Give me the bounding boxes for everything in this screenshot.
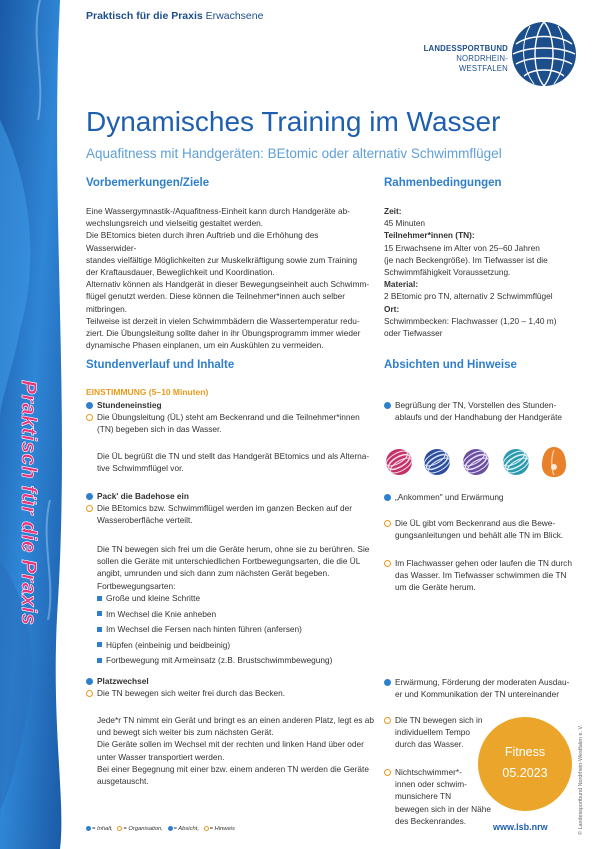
rahmen-heading: Rahmenbedingungen (384, 177, 502, 189)
lsb-logo-text (412, 44, 508, 74)
text-line: um die Geräte herum. (395, 582, 476, 593)
rahmen-text (384, 205, 574, 339)
hinweis-bullet-icon (384, 717, 391, 724)
org-stundeneinstieg (86, 411, 371, 435)
bullet-icon (97, 642, 102, 647)
hinweis-legend-icon (204, 826, 209, 831)
legend-hinweis (204, 826, 235, 832)
zeit-value: 45 Minuten (384, 218, 426, 229)
text-line: und bewegt sich weiter bis zum nächsten Gerät. (97, 727, 274, 738)
text-line: flügel genutzt werden. Diese können die Teilnehmer*innen auch selber (86, 291, 346, 302)
block-badehose (86, 490, 371, 502)
legend-text: = Absicht, (173, 826, 199, 832)
text-line: Die BEtomics bieten durch ihren Auftrieb und die Erhöhung des Wasserwider- (86, 230, 319, 253)
text-stundeneinstieg (86, 450, 371, 474)
logo-line-2: NORDRHEIN-WESTFALEN (456, 54, 508, 73)
block-platzwechsel (86, 675, 371, 687)
text-line: gungsanleitungen und behält alle TN im Blick. (395, 530, 564, 541)
text-platzwechsel (86, 714, 376, 787)
text-line: Die TN bewegen sich weiter frei durch das Becken. (97, 688, 286, 698)
text-line: Bei einer Begegnung mit einer bzw. einem anderen TN werden die Geräte (97, 763, 369, 774)
material-value: 2 BEtomic pro TN, alternativ 2 Schwimmflügel (384, 291, 553, 302)
text-line: Jede*r TN nimmt ein Gerät und bringt es an einen anderen Platz, legt es ab (97, 715, 375, 725)
text-line: ausgetauscht. (97, 776, 149, 787)
tn-label: Teilnehmer*innen (TN): (384, 230, 475, 241)
left-decor-stripe (0, 0, 72, 849)
inhalt-legend-icon (86, 826, 91, 831)
inhalt-bullet-icon (86, 402, 93, 409)
legend-absicht (168, 826, 199, 832)
list-item (97, 608, 377, 620)
org-platzwechsel (86, 687, 371, 699)
website-link[interactable]: www.lsb.nrw (493, 822, 548, 832)
hinweis-bullet-icon (384, 520, 391, 527)
block-stundeneinstieg (86, 399, 371, 411)
organisation-bullet-icon (86, 505, 93, 512)
text-line: tive Schwimmflügel vor. (97, 463, 184, 474)
material-label: Material: (384, 279, 419, 290)
text-line: wechslungsreich und vielseitig gestaltet werden. (86, 218, 264, 229)
bullet-icon (97, 596, 102, 601)
text-line: standes vielfältige Möglichkeiten zur Muskelkräftigung sowie zum Training (86, 254, 358, 265)
block-title: Pack' die Badehose ein (97, 491, 189, 501)
text-line: (TN) begeben sich in das Wasser. (97, 424, 222, 435)
hinweis-bullet-icon (384, 560, 391, 567)
list-item-text: Hüpfen (einbeinig und beidbeinig) (106, 639, 231, 650)
bullet-icon (97, 611, 102, 616)
absicht-bullet-icon (384, 402, 391, 409)
text-line: das Wasser. Im Tiefwasser schwimmen die TN (395, 570, 567, 581)
absicht-ankommen (384, 491, 584, 503)
text-line: durch das Wasser. (395, 739, 464, 750)
ort-label: Ort: (384, 303, 400, 314)
text-line: Alternativ können als Handgerät in dieser Bewegungseinheit auch Schwimm- (86, 279, 370, 290)
list-item-text: Große und kleine Schritte (106, 593, 201, 603)
absichten-heading: Absichten und Hinweise (384, 359, 517, 371)
text-line: Die ÜL begrüßt die TN und stellt das Handgerät BEtomics und als Alterna- (97, 451, 370, 461)
vorbemerkungen-heading: Vorbemerkungen/Ziele (86, 177, 210, 189)
text-line: Eine Wassergymnastik-/Aquafitness-Einheit kann durch Handgeräte ab- (86, 206, 350, 216)
text-line: Nichtschwimmer*- (395, 767, 462, 777)
text-line: individuellem Tempo (395, 727, 471, 738)
bullet-icon (97, 658, 102, 663)
text-line: Die Geräte sollen im Wechsel mit der rechten und linken Hand über oder (97, 739, 364, 750)
tn-value: (je nach Beckengröße). Im Tiefwasser ist die (384, 254, 548, 265)
absicht-legend-icon (168, 826, 173, 831)
organisation-bullet-icon (86, 414, 93, 421)
bullet-icon (97, 627, 102, 632)
organisation-legend-icon (117, 826, 122, 831)
text-line: des Beckenrandes. (395, 815, 467, 826)
legend-text: = Organisation, (123, 826, 163, 832)
text-line: ablaufs und der Handhabung der Handgeräte (395, 412, 562, 423)
text-line: Die ÜL gibt vom Beckenrand aus die Bewe- (395, 518, 556, 528)
list-item (97, 654, 377, 666)
legend-organisation (117, 826, 162, 832)
target-group-label: Erwachsene (202, 10, 264, 22)
einstimmung-label: EINSTIMMUNG (5–10 Minuten) (86, 387, 209, 397)
inhalt-bullet-icon (86, 493, 93, 500)
text-line: „Ankommen" und Erwärmung (395, 492, 504, 502)
text-line: Die BEtomics bzw. Schwimmflügel werden im ganzen Becken auf der (97, 503, 353, 513)
absicht-begruessung (384, 399, 584, 423)
text-line: sollen die Geräte mit unterschiedlichen Fortbewegungsarten, die die ÜL (97, 556, 361, 567)
badge-label: Fitness (504, 745, 546, 759)
list-item-text: Fortbewegung mit Armeinsatz (z.B. Brustschwimmbewegung) (106, 655, 333, 665)
ort-value: Schwimmbecken: Flachwasser (1,20 – 1,40 m) (384, 315, 557, 326)
text-line: ziert. Die Übungsleitung sollte daher in ihr Übungsprogramm immer wieder (86, 328, 361, 339)
betomic-pink-icon (385, 448, 413, 476)
list-item (97, 639, 377, 651)
fortbewegung-list (97, 592, 377, 666)
zeit-label: Zeit: (384, 206, 402, 216)
betomic-teal-icon (502, 448, 530, 476)
absicht-erwaermung (384, 676, 584, 700)
hinweis-bewegungsanleitung (384, 517, 584, 541)
text-line: Fortbewegungsarten: (97, 580, 176, 591)
text-line: angibt, umrunden und sich dann zum nächsten Gerät begeben. (97, 568, 330, 579)
badge-date: 05.2023 (502, 766, 548, 780)
text-line: Die TN bewegen sich frei um die Geräte herum, ohne sie zu berühren. Sie (97, 544, 370, 554)
text-line: Erwärmung, Förderung der moderaten Ausdau- (395, 677, 570, 687)
series-label: Praktisch für die Praxis (86, 10, 203, 22)
page-subtitle: Aquafitness mit Handgeräten: BEtomic oder alternativ Schwimmflügel (86, 146, 502, 161)
stripe-logo-text: Praktisch für die Praxis (17, 380, 40, 626)
list-item-text: Im Wechsel die Fersen nach hinten führen (anfersen) (106, 624, 302, 634)
legend-inhalt (86, 826, 113, 832)
text-line: Begrüßung der TN, Vorstellen des Stunden- (395, 400, 557, 410)
block-title: Stundeneinstieg (97, 400, 162, 410)
text-line: innen oder schwim- (395, 779, 467, 790)
text-line: Im Flachwasser gehen oder laufen die TN durch (395, 558, 572, 568)
page-title: Dynamisches Training im Wasser (86, 106, 501, 137)
category-badge (478, 717, 572, 811)
schwimmfluegel-icon (541, 445, 567, 479)
betomic-purple-icon (462, 448, 490, 476)
tn-value: Schwimmfähigkeit Voraussetzung. (384, 267, 511, 278)
text-badehose (86, 543, 371, 592)
inhalt-bullet-icon (86, 678, 93, 685)
logo-line-1: LANDESSPORTBUND (423, 44, 508, 53)
betomic-blue-icon (423, 448, 451, 476)
text-line: Teilweise ist derzeit in vielen Schwimmbädern die Wassertemperatur redu- (86, 315, 360, 326)
block-title: Platzwechsel (97, 676, 149, 686)
stunden-heading: Stundenverlauf und Inhalte (86, 359, 235, 371)
list-item-text: Im Wechsel die Knie anheben (106, 608, 217, 619)
ort-value: oder Tiefwasser (384, 328, 443, 339)
organisation-bullet-icon (86, 690, 93, 697)
absicht-bullet-icon (384, 494, 391, 501)
vorbemerkungen-text (86, 205, 371, 351)
legend (86, 826, 238, 832)
text-line: munsichere TN (395, 791, 452, 802)
list-item (97, 623, 377, 635)
text-line: er und Kommunikation der TN untereinander (395, 689, 560, 700)
lsb-globe-icon (510, 20, 578, 88)
legend-text: = Hinweis (209, 826, 235, 832)
hinweis-flachwasser (384, 557, 584, 594)
copyright-note: © Landessportbund Nordrhein-Westfalen e. V. (578, 724, 584, 835)
absicht-bullet-icon (384, 679, 391, 686)
series-header (86, 10, 263, 22)
text-line: Die TN bewegen sich in (395, 715, 483, 725)
text-line: der Kraftausdauer, Beweglichkeit und Koordination. (86, 267, 275, 278)
text-line: Die Übungsleitung (ÜL) steht am Beckenrand und die Teilnehmer*innen (97, 412, 360, 422)
list-item (97, 592, 377, 604)
tn-value: 15 Erwachsene im Alter von 25–60 Jahren (384, 242, 540, 253)
text-line: dynamische Phasen einplanen, um ein Auskühlen zu vermeiden. (86, 340, 324, 351)
text-line: Wasseroberfläche verteilt. (97, 515, 193, 526)
text-line: unter Wasser transportiert werden. (97, 751, 225, 762)
text-line: mitbringen. (86, 303, 128, 314)
legend-text: = Inhalt, (92, 826, 113, 832)
hinweis-bullet-icon (384, 769, 391, 776)
text-line: bewegen sich in der Nähe (395, 803, 491, 814)
org-badehose (86, 502, 371, 526)
